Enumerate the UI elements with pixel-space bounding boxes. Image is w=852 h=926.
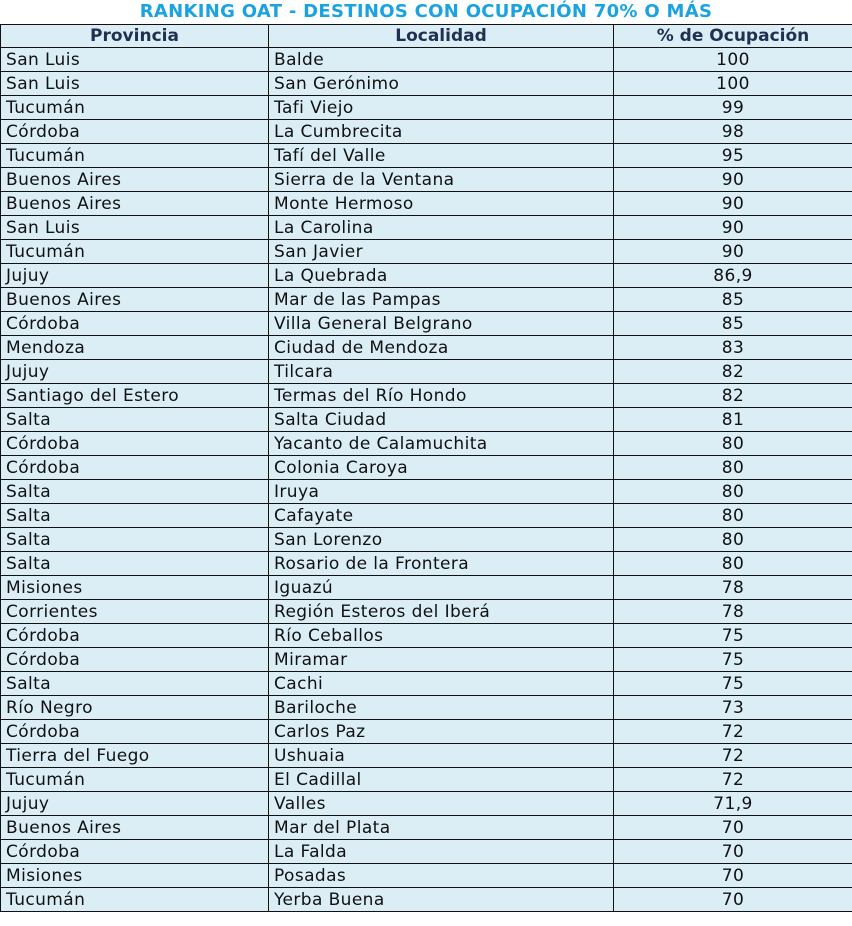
table-body: [1, 48, 852, 912]
table-row: [1, 528, 852, 552]
cell-localidad: Miramar: [269, 648, 614, 672]
cell-localidad: Termas del Río Hondo: [269, 384, 614, 408]
table-row: [1, 696, 852, 720]
cell-provincia: Tucumán: [1, 240, 269, 264]
cell-provincia: Salta: [1, 552, 269, 576]
cell-provincia: Córdoba: [1, 624, 269, 648]
cell-provincia: Salta: [1, 480, 269, 504]
cell-localidad: La Quebrada: [269, 264, 614, 288]
cell-ocupacion: 98: [614, 120, 852, 144]
table-row: [1, 792, 852, 816]
cell-localidad: Bariloche: [269, 696, 614, 720]
cell-localidad: Sierra de la Ventana: [269, 168, 614, 192]
cell-localidad: Iruya: [269, 480, 614, 504]
cell-localidad: Villa General Belgrano: [269, 312, 614, 336]
cell-provincia: Córdoba: [1, 720, 269, 744]
cell-localidad: Tilcara: [269, 360, 614, 384]
cell-ocupacion: 80: [614, 480, 852, 504]
cell-provincia: Córdoba: [1, 312, 269, 336]
cell-ocupacion: 85: [614, 312, 852, 336]
cell-localidad: La Falda: [269, 840, 614, 864]
cell-ocupacion: 81: [614, 408, 852, 432]
column-header-provincia: Provincia: [1, 25, 269, 48]
table-row: [1, 216, 852, 240]
table-row: [1, 96, 852, 120]
cell-provincia: San Luis: [1, 216, 269, 240]
table-row: [1, 168, 852, 192]
cell-localidad: Mar de las Pampas: [269, 288, 614, 312]
cell-localidad: Iguazú: [269, 576, 614, 600]
cell-ocupacion: 85: [614, 288, 852, 312]
cell-localidad: Mar del Plata: [269, 816, 614, 840]
cell-provincia: Misiones: [1, 576, 269, 600]
cell-ocupacion: 86,9: [614, 264, 852, 288]
cell-provincia: Jujuy: [1, 264, 269, 288]
cell-provincia: Mendoza: [1, 336, 269, 360]
cell-localidad: Región Esteros del Iberá: [269, 600, 614, 624]
table-row: [1, 432, 852, 456]
table-row: [1, 648, 852, 672]
table-row: [1, 336, 852, 360]
cell-localidad: La Carolina: [269, 216, 614, 240]
cell-localidad: Tafí del Valle: [269, 144, 614, 168]
table-row: [1, 408, 852, 432]
cell-localidad: Rosario de la Frontera: [269, 552, 614, 576]
cell-localidad: San Gerónimo: [269, 72, 614, 96]
cell-provincia: Tucumán: [1, 144, 269, 168]
cell-provincia: Tierra del Fuego: [1, 744, 269, 768]
cell-localidad: Valles: [269, 792, 614, 816]
cell-ocupacion: 80: [614, 456, 852, 480]
page-title: RANKING OAT - DESTINOS CON OCUPACIÓN 70% O MÁS: [139, 1, 713, 22]
table-row: [1, 768, 852, 792]
ranking-table: [0, 24, 852, 912]
cell-localidad: Cafayate: [269, 504, 614, 528]
cell-ocupacion: 72: [614, 720, 852, 744]
cell-provincia: Corrientes: [1, 600, 269, 624]
table-header-row: [1, 25, 852, 48]
table-row: [1, 456, 852, 480]
cell-provincia: Tucumán: [1, 96, 269, 120]
table-row: [1, 48, 852, 72]
table-row: [1, 312, 852, 336]
cell-ocupacion: 80: [614, 504, 852, 528]
cell-localidad: San Lorenzo: [269, 528, 614, 552]
cell-ocupacion: 80: [614, 552, 852, 576]
cell-ocupacion: 73: [614, 696, 852, 720]
cell-provincia: Jujuy: [1, 360, 269, 384]
cell-provincia: Jujuy: [1, 792, 269, 816]
cell-ocupacion: 70: [614, 888, 852, 912]
cell-ocupacion: 95: [614, 144, 852, 168]
table-row: [1, 72, 852, 96]
cell-ocupacion: 90: [614, 216, 852, 240]
cell-localidad: Yerba Buena: [269, 888, 614, 912]
table-row: [1, 744, 852, 768]
cell-localidad: Yacanto de Calamuchita: [269, 432, 614, 456]
cell-ocupacion: 80: [614, 432, 852, 456]
table-row: [1, 504, 852, 528]
table-row: [1, 672, 852, 696]
cell-ocupacion: 90: [614, 168, 852, 192]
cell-provincia: Córdoba: [1, 120, 269, 144]
table-row: [1, 816, 852, 840]
cell-provincia: Córdoba: [1, 456, 269, 480]
table-row: [1, 480, 852, 504]
cell-ocupacion: 90: [614, 192, 852, 216]
cell-localidad: Balde: [269, 48, 614, 72]
table-row: [1, 624, 852, 648]
table-row: [1, 192, 852, 216]
cell-localidad: Cachi: [269, 672, 614, 696]
cell-provincia: Tucumán: [1, 768, 269, 792]
cell-ocupacion: 70: [614, 864, 852, 888]
cell-ocupacion: 99: [614, 96, 852, 120]
cell-provincia: San Luis: [1, 72, 269, 96]
cell-localidad: Colonia Caroya: [269, 456, 614, 480]
cell-provincia: San Luis: [1, 48, 269, 72]
table-row: [1, 864, 852, 888]
cell-ocupacion: 80: [614, 528, 852, 552]
cell-ocupacion: 90: [614, 240, 852, 264]
cell-provincia: Salta: [1, 672, 269, 696]
cell-ocupacion: 75: [614, 624, 852, 648]
table-row: [1, 888, 852, 912]
cell-provincia: Río Negro: [1, 696, 269, 720]
cell-ocupacion: 70: [614, 816, 852, 840]
cell-localidad: Tafi Viejo: [269, 96, 614, 120]
cell-provincia: Buenos Aires: [1, 816, 269, 840]
cell-ocupacion: 75: [614, 648, 852, 672]
cell-provincia: Buenos Aires: [1, 168, 269, 192]
table-row: [1, 144, 852, 168]
cell-ocupacion: 70: [614, 840, 852, 864]
cell-localidad: Ushuaia: [269, 744, 614, 768]
cell-ocupacion: 100: [614, 48, 852, 72]
cell-provincia: Córdoba: [1, 840, 269, 864]
cell-localidad: Carlos Paz: [269, 720, 614, 744]
cell-localidad: Monte Hermoso: [269, 192, 614, 216]
cell-ocupacion: 100: [614, 72, 852, 96]
cell-provincia: Santiago del Estero: [1, 384, 269, 408]
cell-localidad: Ciudad de Mendoza: [269, 336, 614, 360]
cell-localidad: Salta Ciudad: [269, 408, 614, 432]
table-row: [1, 840, 852, 864]
cell-provincia: Buenos Aires: [1, 288, 269, 312]
table-row: [1, 288, 852, 312]
cell-provincia: Córdoba: [1, 648, 269, 672]
table-row: [1, 240, 852, 264]
cell-provincia: Córdoba: [1, 432, 269, 456]
cell-ocupacion: 82: [614, 360, 852, 384]
cell-localidad: La Cumbrecita: [269, 120, 614, 144]
cell-provincia: Salta: [1, 408, 269, 432]
cell-provincia: Buenos Aires: [1, 192, 269, 216]
column-header-ocupacion: % de Ocupación: [614, 25, 852, 48]
cell-ocupacion: 78: [614, 600, 852, 624]
table-row: [1, 720, 852, 744]
cell-ocupacion: 75: [614, 672, 852, 696]
cell-ocupacion: 82: [614, 384, 852, 408]
table-row: [1, 120, 852, 144]
table-row: [1, 576, 852, 600]
cell-provincia: Tucumán: [1, 888, 269, 912]
cell-ocupacion: 83: [614, 336, 852, 360]
cell-localidad: El Cadillal: [269, 768, 614, 792]
table-row: [1, 600, 852, 624]
table-row: [1, 552, 852, 576]
cell-provincia: Salta: [1, 504, 269, 528]
table-row: [1, 360, 852, 384]
table-row: [1, 384, 852, 408]
cell-provincia: Misiones: [1, 864, 269, 888]
cell-ocupacion: 78: [614, 576, 852, 600]
cell-localidad: San Javier: [269, 240, 614, 264]
cell-ocupacion: 71,9: [614, 792, 852, 816]
cell-provincia: Salta: [1, 528, 269, 552]
cell-ocupacion: 72: [614, 744, 852, 768]
table-row: [1, 264, 852, 288]
column-header-localidad: Localidad: [269, 25, 614, 48]
cell-localidad: Río Ceballos: [269, 624, 614, 648]
cell-ocupacion: 72: [614, 768, 852, 792]
cell-localidad: Posadas: [269, 864, 614, 888]
